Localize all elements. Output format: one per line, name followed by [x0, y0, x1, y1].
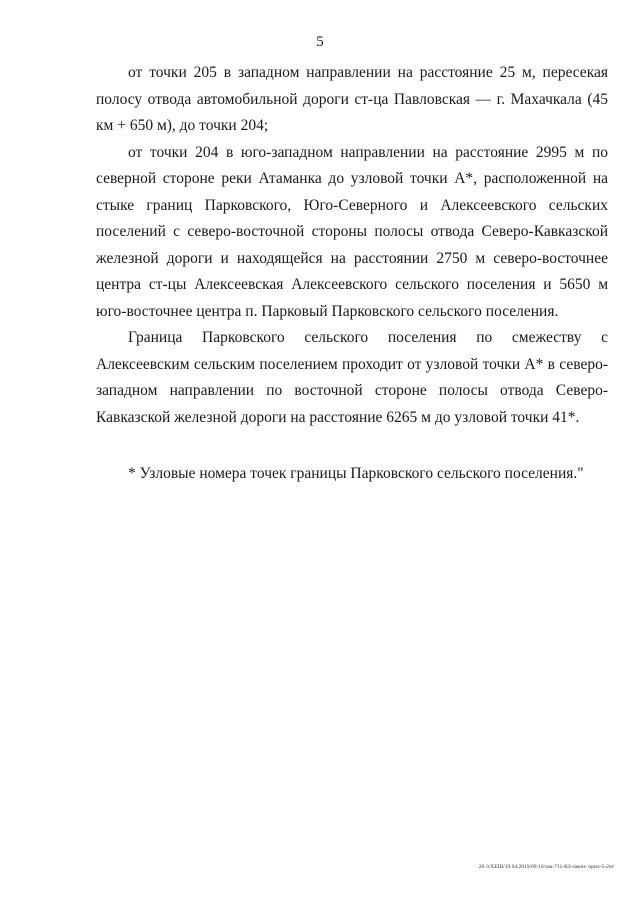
paragraph-3: Граница Парковского сельского поселения по смежеству с Алексеевским сельским поселением проходит от узловой точки А* в северо-западном направлении по восточной стороне полосы отвода Северо-Кавказской железной дороги на расстояние 6265 м до узловой точки 41*. — [96, 329, 608, 426]
paragraph-2: от точки 204 в юго-западном направлении на расстояние 2995 м по северной стороне реки Атаманка до узловой точки А*, расположенной на стыке границ Парковского, Юго-Северного и Алексеевского сельских поселений с северо-восточной стороны полосы отвода Северо-Кавказской железной дороги и находящейся на расстоянии 2750 м северо-восточнее центра ст-цы Алексеевская Алексеевского сельского поселения и 5650 м юго-восточнее центра п. Парковый Парковского сельского поселения. — [96, 143, 608, 320]
page-number: 5 — [316, 34, 324, 50]
document-body — [96, 60, 608, 431]
footnote: * Узловые номера точек границы Парковского сельского поселения." — [128, 465, 584, 482]
document-footer: 20-3/ХЕШ/19.04.2019/09:16/зак-711-КЗ-закон- прил-5-2чт — [478, 864, 614, 870]
paragraph-1: от точки 205 в западном направлении на расстояние 25 м, пересекая полосу отвода автомобильной дороги ст-ца Павловская — г. Махачкала (45 км + 650 м), до точки 204; — [96, 64, 608, 134]
